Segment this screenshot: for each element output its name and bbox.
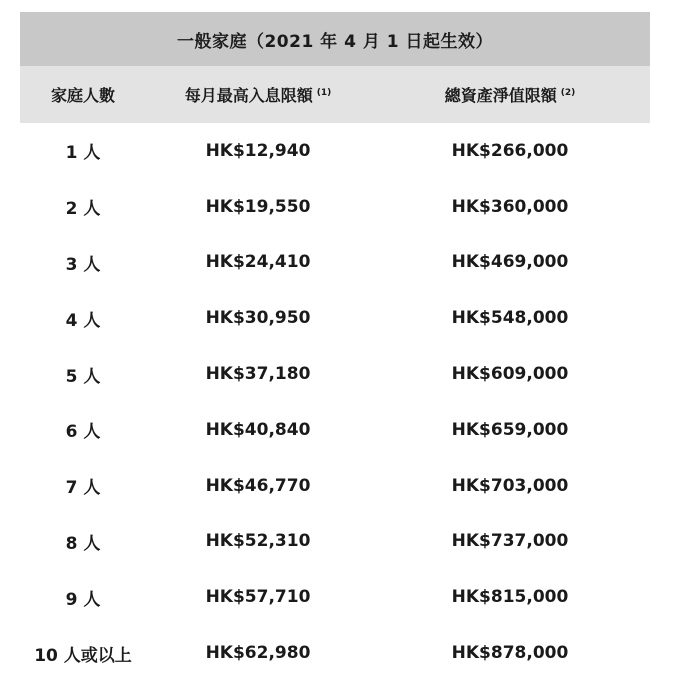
income-footnote-ref: (1) [316,88,332,98]
income-asset-limit-table [20,12,650,681]
table-row [20,569,650,625]
income-limit-cell: HK$30,950 [205,308,311,329]
income-limit-cell: HK$19,550 [205,196,311,217]
income-limit-cell: HK$37,180 [205,364,311,385]
asset-limit-cell: HK$469,000 [451,252,569,273]
table-row [20,625,650,681]
household-size-cell: 1 人 [65,143,101,164]
header-asset-limit-label: 總資產淨值限額 [444,86,557,105]
household-size-cell: 3 人 [65,254,101,275]
income-limit-cell: HK$12,940 [205,140,311,161]
income-limit-cell: HK$57,710 [205,587,311,608]
household-size-cell: 2 人 [65,199,101,220]
table-row [20,290,650,346]
household-size-cell: 4 人 [65,310,101,331]
household-size-cell: 6 人 [65,422,101,443]
table-row [20,514,650,570]
header-household-size: 家庭人數 [50,86,115,105]
table-title-text: 一般家庭（2021 年 4 月 1 日起生效） [176,31,494,52]
asset-limit-cell: HK$548,000 [451,308,569,329]
asset-limit-cell: HK$815,000 [451,587,569,608]
income-limit-cell: HK$62,980 [205,643,311,664]
table-row [20,235,650,291]
household-size-cell: 10 人或以上 [34,645,132,666]
table-row [20,123,650,179]
table-row [20,346,650,402]
header-asset-limit [370,83,650,106]
table-header-row [20,66,650,123]
income-limit-cell: HK$46,770 [205,475,311,496]
asset-limit-cell: HK$360,000 [451,196,569,217]
asset-limit-cell: HK$266,000 [451,140,569,161]
asset-limit-cell: HK$659,000 [451,419,569,440]
table-body [20,123,650,681]
income-limit-cell: HK$24,410 [205,252,311,273]
asset-limit-cell: HK$703,000 [451,475,569,496]
header-income-limit [146,83,370,106]
asset-limit-cell: HK$609,000 [451,364,569,385]
income-limit-cell: HK$52,310 [205,531,311,552]
table-row [20,179,650,235]
table-title [20,12,650,66]
table-row [20,458,650,514]
household-size-cell: 8 人 [65,533,101,554]
household-size-cell: 7 人 [65,478,101,499]
asset-footnote-ref: (2) [560,88,576,98]
table-row [20,402,650,458]
income-limit-cell: HK$40,840 [205,419,311,440]
household-size-cell: 9 人 [65,589,101,610]
header-income-limit-label: 每月最高入息限額 [184,86,313,105]
household-size-cell: 5 人 [65,366,101,387]
asset-limit-cell: HK$878,000 [451,643,569,664]
asset-limit-cell: HK$737,000 [451,531,569,552]
